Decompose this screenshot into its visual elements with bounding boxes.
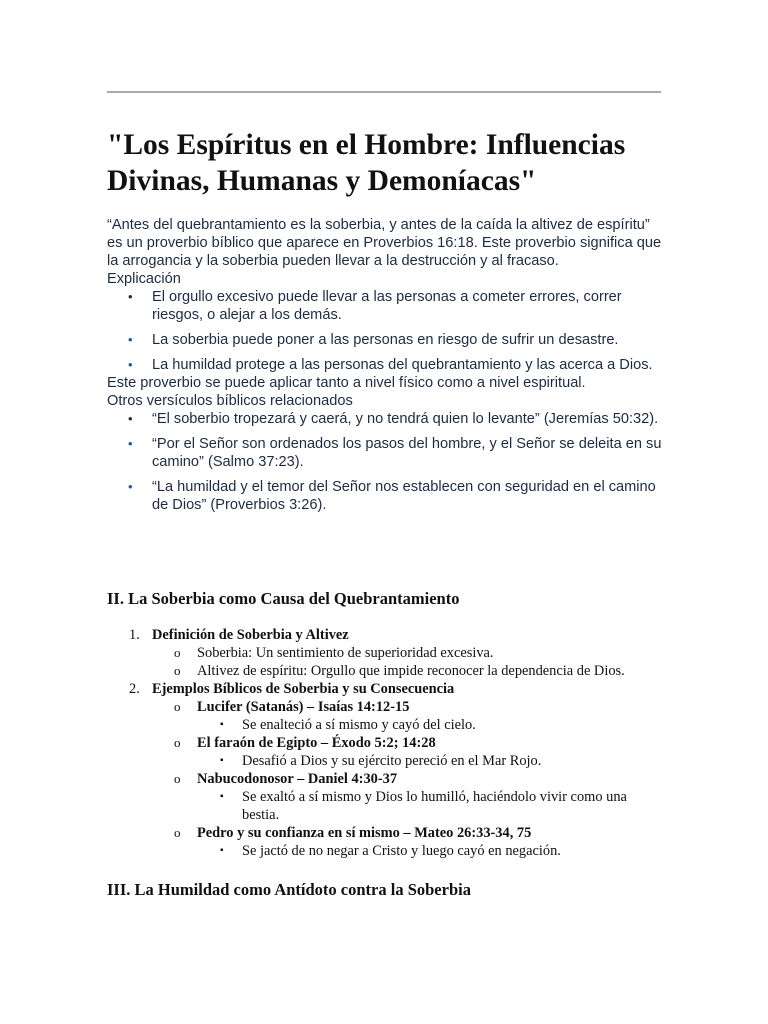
list-item: o Nabucodonosor – Daniel 4:30-37 (174, 771, 398, 787)
circle-bullet-icon: o (174, 825, 181, 840)
section-2-list (107, 626, 667, 860)
list-item: • “La humildad y el temor del Señor nos establecen con seguridad en el camino de Dios” (Proverbios 3:26). (128, 479, 656, 513)
list-item: 1. Definición de Soberbia y Altivez (129, 627, 349, 643)
item-number: 2. (129, 681, 140, 697)
intro-section (107, 216, 667, 514)
explicacion-heading: Explicación (107, 271, 181, 287)
list-item: o Lucifer (Satanás) – Isaías 14:12-15 (174, 699, 410, 715)
list-item: • La humildad protege a las personas del quebrantamiento y las acerca a Dios. (128, 357, 653, 373)
bullet-icon: • (128, 289, 133, 304)
otros-list (107, 410, 667, 514)
bullet-icon: • (128, 436, 133, 451)
list-item: ▪ Se exaltó a sí mismo y Dios lo humilló, haciéndolo vivir como una bestia. (220, 789, 627, 823)
otros-heading: Otros versículos bíblicos relacionados (107, 393, 353, 409)
horizontal-rule (107, 91, 661, 93)
section-2-heading: II. La Soberbia como Causa del Quebrantamiento (107, 589, 460, 608)
square-bullet-icon: ▪ (220, 755, 224, 766)
list-item: ▪ Se enalteció a sí mismo y cayó del cielo. (220, 717, 476, 733)
circle-bullet-icon: o (174, 771, 181, 786)
circle-bullet-icon: o (174, 645, 181, 660)
square-bullet-icon: ▪ (220, 719, 224, 730)
bullet-icon: • (128, 332, 133, 347)
list-item: • “El soberbio tropezará y caerá, y no tendrá quien lo levante” (Jeremías 50:32). (128, 411, 659, 427)
bullet-icon: • (128, 479, 133, 494)
document-title: "Los Espíritus en el Hombre: Influencias Divinas, Humanas y Demoníacas" (107, 129, 626, 197)
bullet-icon: • (128, 357, 133, 372)
list-item: • El orgullo excesivo puede llevar a las personas a cometer errores, correr riesgos, o alejar a los demás. (128, 289, 622, 323)
list-item: • La soberbia puede poner a las personas en riesgo de sufrir un desastre. (128, 332, 619, 348)
square-bullet-icon: ▪ (220, 845, 224, 856)
list-item: • “Por el Señor son ordenados los pasos del hombre, y el Señor se deleita en su camino” (Salmo 37:23). (128, 436, 662, 470)
list-item: ▪ Se jactó de no negar a Cristo y luego cayó en negación. (220, 843, 561, 859)
section-3-heading: III. La Humildad como Antídoto contra la Soberbia (107, 880, 471, 899)
aplicacion-text: Este proverbio se puede aplicar tanto a nivel físico como a nivel espiritual. (107, 375, 586, 391)
explicacion-list (107, 288, 667, 374)
section-2-heading-block (107, 589, 667, 609)
list-item: o Pedro y su confianza en sí mismo – Mateo 26:33-34, 75 (174, 825, 532, 841)
circle-bullet-icon: o (174, 663, 181, 678)
list-item: 2. Ejemplos Bíblicos de Soberbia y su Consecuencia (129, 681, 455, 697)
circle-bullet-icon: o (174, 699, 181, 714)
bullet-icon: • (128, 411, 133, 426)
list-item: o Soberbia: Un sentimiento de superioridad excesiva. (174, 645, 494, 661)
square-bullet-icon: ▪ (220, 791, 224, 802)
section-3-heading-block (107, 880, 667, 900)
item-number: 1. (129, 627, 140, 643)
list-item: ▪ Desafió a Dios y su ejército pereció en el Mar Rojo. (220, 753, 542, 769)
intro-paragraph: “Antes del quebrantamiento es la soberbia, y antes de la caída la altivez de espíritu” es un proverbio bíblico que aparece en Proverbios 16:18. Este proverbio significa que la arrogancia y la soberbia pueden llevar a la destrucción y al fracaso. (107, 217, 662, 269)
list-item: o Altivez de espíritu: Orgullo que impide reconocer la dependencia de Dios. (174, 663, 625, 679)
list-item: o El faraón de Egipto – Éxodo 5:2; 14:28 (174, 735, 436, 751)
circle-bullet-icon: o (174, 735, 181, 750)
